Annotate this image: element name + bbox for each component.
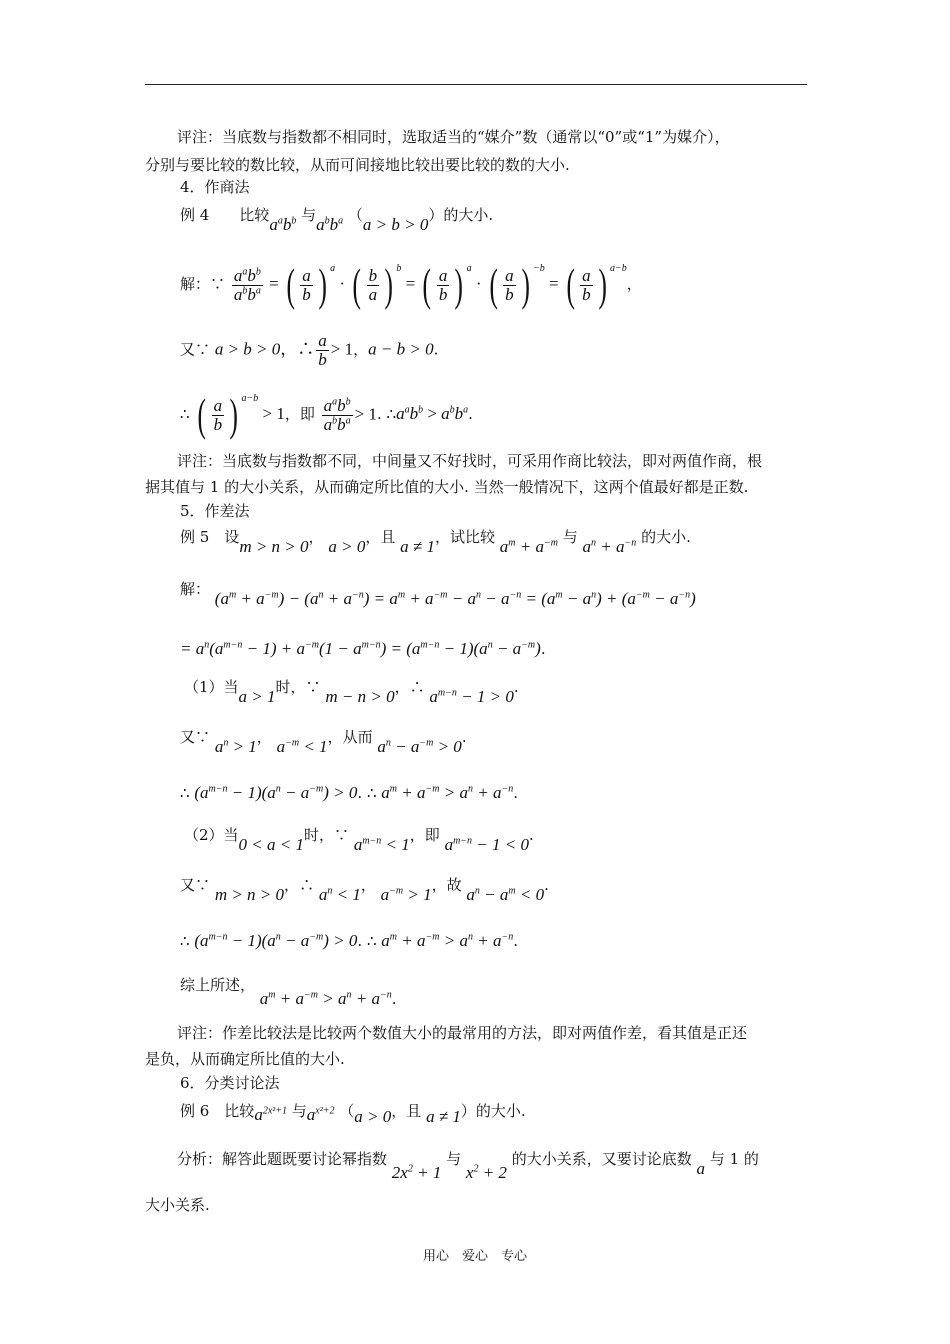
note-line: 是负，从而确定所比值的大小. xyxy=(145,1050,345,1068)
solution-5-line2: = $a^n(a^{m-n} - 1) + a^{-m}(1 - a^{m-n}) = (a^{m-n} - 1)(a^n - a^{-m})$. xyxy=(180,639,546,658)
section-heading: 5．作差法 xyxy=(180,502,250,520)
case-2: （2）当0 < a < 1时，∵ $a^{m-n} < 1$，即 $a^{m-n} - 1 < 0$. xyxy=(184,826,534,854)
header-rule xyxy=(145,84,807,85)
note-line: 评注：作差比较法是比较两个数值大小的最常用的方法，即对两值作差，看其值是正还 xyxy=(177,1024,748,1042)
case-1: （1）当a > 1时，∵ m − n > 0，∴ $a^{m-n} - 1 > 0$. xyxy=(184,678,519,706)
note-line: 分别与要比较的数比较，从而可间接地比较出要比较的数的大小. xyxy=(145,156,570,174)
solution-4-line2: 又∵ a > b > 0，∴ $\frac{a}{b}$ > 1，a − b > 0. xyxy=(180,331,439,369)
solution-4-line1: 解：∵ $\frac{a^ab^b}{a^bb^a}$ = ( $\frac{a}{b}$ ) $^a$ · ( $\frac{b}{a}$ ) $^b$ = ( $\frac{a}{b}$ ) $^a$ · ( $\frac{a}{b}$ ) $^{-b}$ = ( $\frac{a}{b}$ ) $^{a-b}$， xyxy=(180,259,642,310)
analysis: 分析：解答此题既要讨论幂指数 $2x^2 + 1$ 与 $x^2 + 2$ 的大小关系，又要讨论底数 a 与 1 的 xyxy=(177,1150,759,1182)
case-1-line3: ∴ $(a^{m-n} - 1)(a^n - a^{-m}) > 0$. ∴ $a^m + a^{-m} > a^n + a^{-n}$. xyxy=(180,783,518,802)
example-6: 例 6 比较$a^{2x^2+1}$ 与$a^{x^2+2}$ （a > 0，且 a ≠ 1）的大小. xyxy=(180,1102,526,1126)
example-5: 例 5 设m > n > 0， a > 0，且 a ≠ 1，试比较 $a^m + a^{-m}$ 与 $a^n + a^{-n}$ 的大小. xyxy=(180,528,691,556)
case-1-line2: 又∵ $a^n > 1$， $a^{-m} < 1$，从而 $a^n - a^{-m} > 0$. xyxy=(180,728,467,756)
case-2-line3: ∴ $(a^{m-n} - 1)(a^n - a^{-m}) > 0$. ∴ $a^m + a^{-m} > a^n + a^{-n}$. xyxy=(180,931,518,950)
page-footer: 用心 爱心 专心 xyxy=(423,1249,528,1264)
analysis-end: 大小关系. xyxy=(145,1196,210,1214)
summary: 综上所述， $a^m + a^{-m} > a^n + a^{-n}$. xyxy=(180,976,397,1008)
case-2-line2: 又∵ m > n > 0，∴ $a^n < 1$， $a^{-m} > 1$，故 $a^n - a^m < 0$. xyxy=(180,876,549,904)
section-heading: 6．分类讨论法 xyxy=(180,1074,280,1092)
example-4: 例 4 比较$a^ab^b$ 与$a^bb^a$ （a > b > 0）的大小. xyxy=(180,206,494,234)
note-line: 据其值与 1 的大小关系，从而确定所比值的大小. 当然一般情况下，这两个值最好都是正数. xyxy=(145,478,749,496)
note-line: 评注：当底数与指数都不同，中间量又不好找时，可采用作商比较法，即对两值作商，根 xyxy=(177,452,763,470)
solution-5-line1: 解： $(a^m + a^{-m}) - (a^n + a^{-n}) = a^m + a^{-m} - a^n - a^{-n} = (a^m - a^n) + (a^{-m} - a^{-n})$ xyxy=(180,580,696,608)
solution-4-line3: ∴ ( $\frac{a}{b}$ ) $^{a-b}$ > 1，即 $\frac{a^ab^b}{a^bb^a}$ > 1. $\therefore a^ab^b > a^bb^a$. xyxy=(180,389,473,440)
section-heading: 4．作商法 xyxy=(180,178,250,196)
note-line: 评注：当底数与指数都不相同时，选取适当的“媒介”数（通常以“0”或“1”为媒介）， xyxy=(177,128,730,146)
